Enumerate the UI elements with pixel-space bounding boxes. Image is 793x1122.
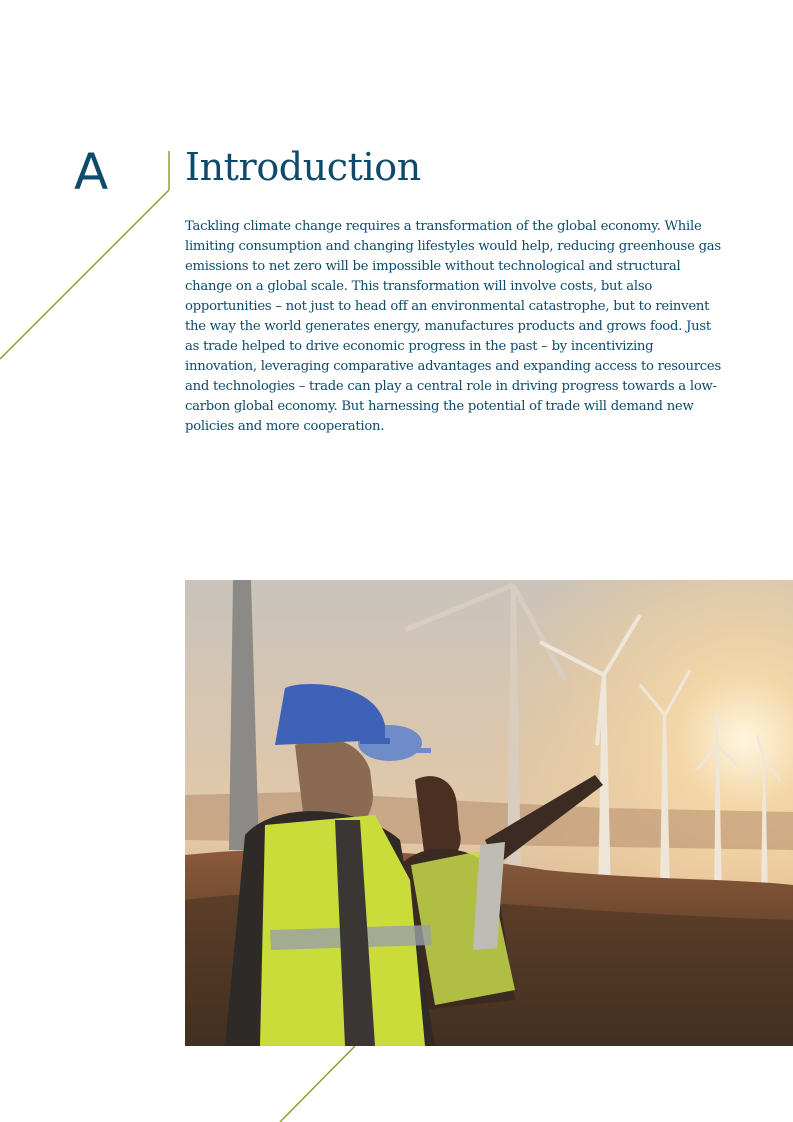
intro-paragraph: Tackling climate change requires a transformation of the global economy. While limiting consumption and changing lifestyles would help, reducing greenhouse gas emissions to net zero will be impossible without technological and structural change on a global scale. This transformation will involve costs, but also opportunities – not just to head off an environmental catastrophe, but to reinvent the way the world generates energy, manufactures products and grows food. Just as trade helped to drive economic progress in the past – by incentivizing innovation, leveraging comparative advantages and expanding access to resources and technologies – trade can play a central role in driving progress towards a low-carbon global economy. But harnessing the potential of trade will demand new policies and more cooperation.	[185, 219, 721, 434]
section-letter: A	[74, 143, 109, 201]
page-title: Introduction	[185, 145, 421, 189]
diagonal-accent-line	[0, 190, 169, 359]
wind-turbine-engineers-photo	[185, 580, 793, 1046]
bottom-accent-line	[280, 1046, 355, 1122]
